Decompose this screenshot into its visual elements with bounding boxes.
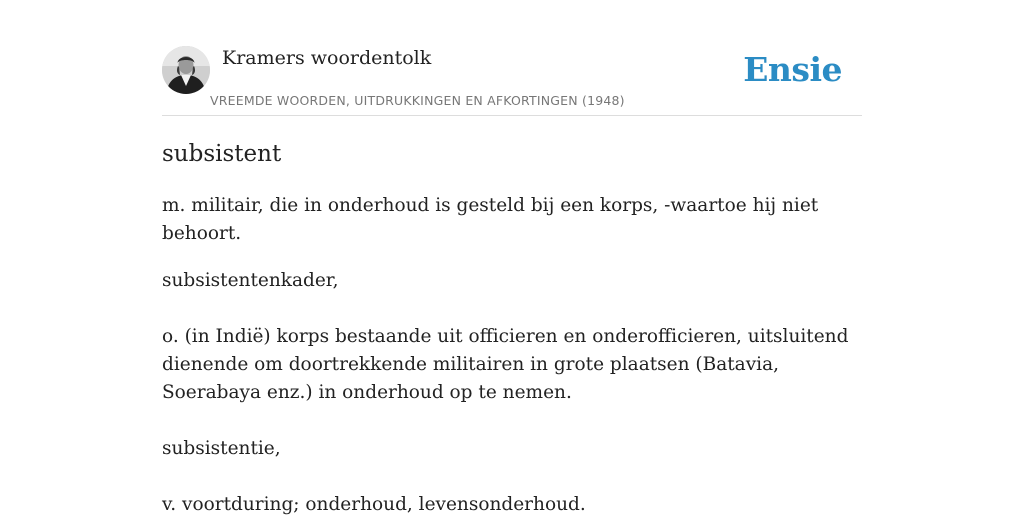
- ensie-logo-link[interactable]: Ensie: [743, 50, 842, 89]
- author-portrait-avatar[interactable]: [162, 46, 210, 94]
- entry-body: [162, 192, 862, 519]
- sub-entry-term: subsistentenkader,: [162, 270, 339, 291]
- paragraph-gap: [162, 463, 862, 491]
- source-subtitle: VREEMDE WOORDEN, UITDRUKKINGEN EN AFKORTINGEN (1948): [210, 93, 625, 108]
- sub-entry-term: subsistentie,: [162, 438, 281, 459]
- entry-title: subsistent: [162, 141, 282, 167]
- source-header: [162, 46, 862, 116]
- paragraph-gap: [162, 295, 862, 323]
- sub-entry-definition: v. voortduring; onderhoud, levensonderhoud.: [162, 494, 586, 515]
- paragraph-gap: [162, 407, 862, 435]
- sub-entry-definition: o. (in Indië) korps bestaande uit officieren en onderofficieren, uitsluitend dienende om doortrekkende militairen in grote plaatsen (Batavia, Soerabaya enz.) in onderhoud op te nemen.: [162, 326, 849, 403]
- entry-definition: m. militair, die in onderhoud is gesteld bij een korps, -waartoe hij niet behoort.: [162, 195, 819, 244]
- source-title[interactable]: Kramers woordentolk: [222, 47, 432, 69]
